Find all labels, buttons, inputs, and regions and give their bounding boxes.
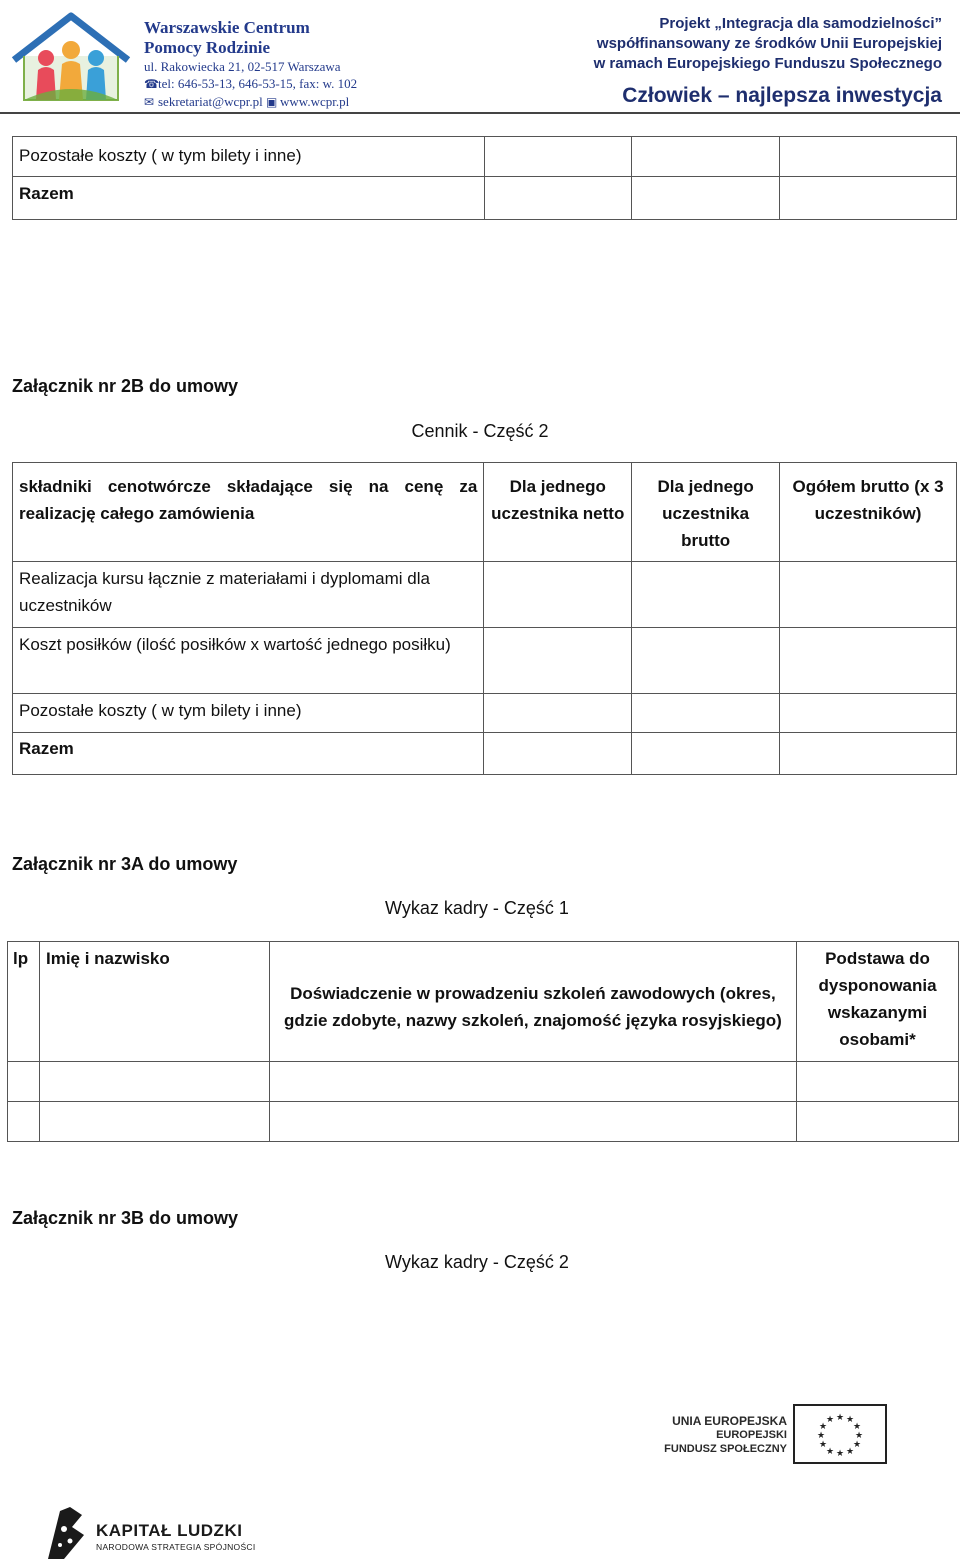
kl-main-text: KAPITAŁ LUDZKI [96, 1521, 243, 1540]
annex-3b-heading: Załącznik nr 3B do umowy [12, 1208, 239, 1228]
svg-text:★: ★ [845, 1447, 855, 1457]
staff-table-part-1 [7, 941, 959, 1142]
table-cell-label: Pozostałe koszty ( w tym bilety i inne) [13, 137, 485, 177]
table-cell [780, 137, 957, 177]
table-cell [39, 1062, 269, 1102]
table-cell-label: Koszt posiłków (ilość posiłków x wartość jednego posiłku) [13, 628, 484, 694]
header-net-per-participant: Dla jednego uczestnika netto [484, 463, 632, 562]
table-cell [269, 1062, 796, 1102]
eu-line-3: FUNDUSZ SPOŁECZNY [664, 1443, 787, 1455]
eu-line-2: EUROPEJSKI [716, 1429, 787, 1441]
kapital-ludzki-logo [96, 1521, 256, 1552]
table-cell [632, 733, 780, 775]
project-line-2: współfinansowany ze środków Unii Europejskiej [596, 35, 942, 52]
eu-logo-text [657, 1414, 787, 1456]
table-row [13, 694, 957, 733]
table-cell [632, 628, 780, 694]
table-cell-total: Razem [13, 733, 484, 775]
mail-icon: ✉ [144, 95, 155, 109]
table-cell [484, 177, 632, 220]
svg-text:★: ★ [852, 1422, 862, 1432]
annex-2b-subtitle: Cennik - Część 2 [411, 421, 549, 441]
table-cell [780, 562, 957, 628]
svg-text:★: ★ [845, 1415, 855, 1425]
kapital-ludzki-icon [42, 1505, 90, 1561]
header-full-name: Imię i nazwisko [39, 942, 269, 1062]
header-divider [0, 112, 960, 114]
table-row [13, 733, 957, 775]
table-row [8, 1102, 959, 1142]
org-email[interactable]: sekretariat@wcpr.pl [158, 94, 263, 109]
table-cell [780, 628, 957, 694]
annex-3a-subtitle: Wykaz kadry - Część 1 [385, 898, 569, 918]
table-cell [780, 177, 957, 220]
annex-3a-heading: Załącznik nr 3A do umowy [12, 854, 238, 874]
table-cell [484, 562, 632, 628]
org-name-line-2: Pomocy Rodzinie [144, 38, 271, 57]
svg-text:★: ★ [818, 1440, 828, 1450]
table-cell [484, 733, 632, 775]
org-phone-text: tel: 646-53-13, 646-53-15, fax: w. 102 [158, 76, 358, 91]
table-cell [484, 694, 632, 733]
table-cell [797, 1102, 959, 1142]
table-cell [780, 694, 957, 733]
phone-icon: ☎ [144, 77, 159, 91]
header-components: składniki cenotwórcze składające się na cenę za realizację całego zamówienia [13, 463, 484, 562]
table-cell-total: Razem [13, 177, 485, 220]
svg-text:★: ★ [825, 1415, 835, 1425]
svg-text:★: ★ [816, 1431, 826, 1441]
price-table-part-2 [12, 462, 957, 775]
table-cell [632, 137, 780, 177]
table-row [8, 1062, 959, 1102]
svg-text:★: ★ [852, 1440, 862, 1450]
svg-text:★: ★ [818, 1422, 828, 1432]
price-table-continued [12, 136, 957, 220]
table-row [13, 628, 957, 694]
svg-text:★: ★ [825, 1447, 835, 1457]
table-cell [484, 628, 632, 694]
organization-info [144, 18, 357, 111]
project-info [594, 14, 942, 108]
table-cell [39, 1102, 269, 1142]
org-address: ul. Rakowiecka 21, 02-517 Warszawa [144, 59, 341, 74]
table-row [13, 137, 957, 177]
computer-icon: ▣ [266, 95, 278, 109]
annex-3b-subtitle: Wykaz kadry - Część 2 [385, 1252, 569, 1272]
org-name-line-1: Warszawskie Centrum [144, 18, 310, 37]
svg-text:★: ★ [835, 1449, 845, 1459]
header-gross-total: Ogółem brutto (x 3 uczestników) [780, 463, 957, 562]
header-lp: lp [8, 942, 40, 1062]
kl-sub-text: NARODOWA STRATEGIA SPÓJNOŚCI [96, 1542, 256, 1552]
header-gross-per-participant: Dla jednego uczestnika brutto [632, 463, 780, 562]
project-line-1: Projekt „Integracja dla samodzielności” [659, 15, 942, 32]
table-cell-label: Pozostałe koszty ( w tym bilety i inne) [13, 694, 484, 733]
table-cell-label: Realizacja kursu łącznie z materiałami i dyplomami dla uczestników [13, 562, 484, 628]
project-line-3: w ramach Europejskiego Funduszu Społecznego [593, 55, 942, 72]
project-tagline: Człowiek – najlepsza inwestycja [622, 84, 942, 107]
org-contact [144, 93, 357, 111]
org-phone [144, 75, 357, 93]
wcpr-logo [6, 8, 136, 104]
table-header-row [8, 942, 959, 1062]
org-website[interactable]: www.wcpr.pl [280, 94, 350, 109]
table-cell [8, 1062, 40, 1102]
table-header-row [13, 463, 957, 562]
svg-text:★: ★ [854, 1431, 864, 1441]
header-basis: Podstawa do dysponowania wskazanymi osobami* [797, 942, 959, 1062]
svg-text:★: ★ [835, 1413, 845, 1423]
table-cell [8, 1102, 40, 1142]
table-cell [269, 1102, 796, 1142]
eu-line-1: UNIA EUROPEJSKA [672, 1414, 787, 1428]
table-row [13, 177, 957, 220]
annex-2b-heading: Załącznik nr 2B do umowy [12, 376, 239, 396]
table-cell [780, 733, 957, 775]
table-row [13, 562, 957, 628]
table-cell [632, 177, 780, 220]
table-cell [484, 137, 632, 177]
eu-flag-icon [793, 1404, 887, 1464]
table-cell [797, 1062, 959, 1102]
table-cell [632, 562, 780, 628]
header-experience: Doświadczenie w prowadzeniu szkoleń zawodowych (okres, gdzie zdobyte, nazwy szkoleń, znajomość języka rosyjskiego) [269, 942, 796, 1062]
table-cell [632, 694, 780, 733]
